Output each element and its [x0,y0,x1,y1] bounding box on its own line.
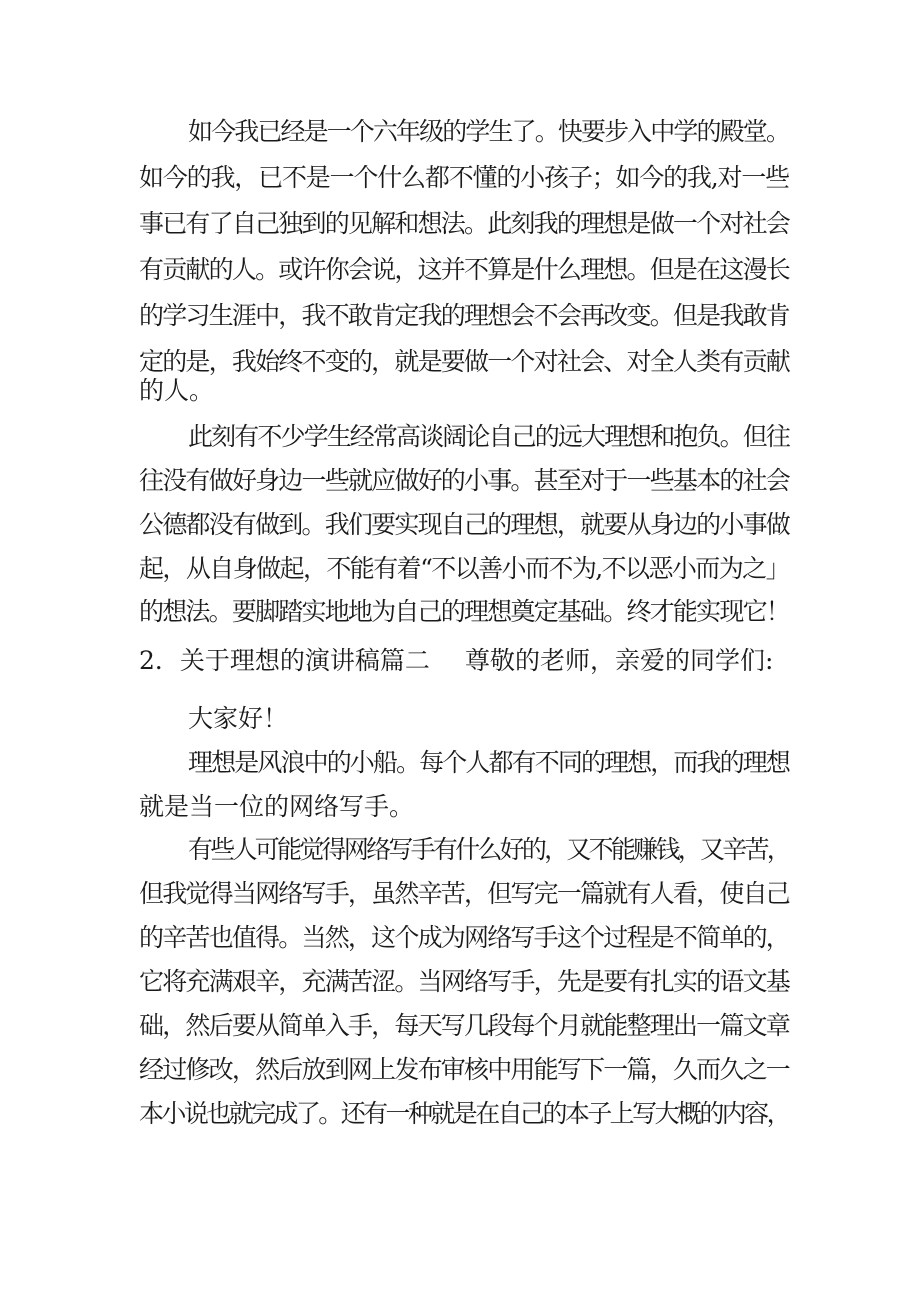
paragraph-1-line-7: 的人。 [139,376,215,405]
section-title: 2．关于理想的演讲稿篇二 [139,646,430,675]
paragraph-2-line-3: 公德都没有做到。我们要实现自己的理想，就要从身边的小事做 [139,510,789,539]
paragraph-1-line-6: 定的是，我始终不变的，就是要做一个对社会、对全人类有贡献 [139,347,789,376]
paragraph-4-line-5: 础，然后要从简单入手，每天写几段每个月就能整理出一篇文章 [139,1011,789,1040]
section-heading [139,643,789,679]
paragraph-2-line-5: 的想法。要脚踏实地地为自己的理想奠定基础。终才能实现它！ [139,597,789,626]
paragraph-4-line-4: 它将充满艰辛，充满苦涩。当网络写手，先是要有扎实的语文基 [139,967,789,996]
paragraph-2-line-2: 往没有做好身边一些就应做好的小事。甚至对于一些基本的社会 [139,466,789,495]
paragraph-1-line-3: 事已有了自己独到的见解和想法。此刻我的理想是做一个对社会 [139,209,789,238]
paragraph-4-line-3: 的辛苦也值得。当然，这个成为网络写手这个过程是不简单的， [139,923,789,952]
paragraph-3-line-1: 理想是风浪中的小船。每个人都有不同的理想，而我的理想 [188,748,789,777]
greeting: 大家好！ [188,704,289,733]
paragraph-1-line-4: 有贡献的人。或许你会说，这并不算是什么理想。但是在这漫长 [139,255,789,284]
paragraph-1-line-5: 的学习生涯中，我不敢肯定我的理想会不会再改变。但是我敢肯 [139,301,789,330]
salutation: 尊敬的老师，亲爱的同学们: [465,646,774,675]
paragraph-1-line-1: 如今我已经是一个六年级的学生了。快要步入中学的殿堂。 [188,117,789,146]
paragraph-2-line-4: 起，从自身做起，不能有着“不以善小而不为,不以恶小而为之」 [139,554,789,583]
paragraph-4-line-6: 经过修改，然后放到网上发布审核中用能写下一篇，久而久之一 [139,1055,789,1084]
paragraph-4-line-7: 本小说也就完成了。还有一种就是在自己的本子上写大概的内容， [139,1099,789,1128]
paragraph-3-line-2: 就是当一位的网络写手。 [139,792,415,821]
paragraph-1-line-2: 如今的我，已不是一个什么都不懂的小孩子；如今的我,对一些 [139,163,789,192]
paragraph-4-line-2: 但我觉得当网络写手，虽然辛苦，但写完一篇就有人看，使自己 [139,879,789,908]
paragraph-4-line-1: 有些人可能觉得网络写手有什么好的，又不能赚钱，又辛苦， [188,835,789,864]
paragraph-2-line-1: 此刻有不少学生经常高谈阔论自己的远大理想和抱负。但往 [188,422,789,451]
